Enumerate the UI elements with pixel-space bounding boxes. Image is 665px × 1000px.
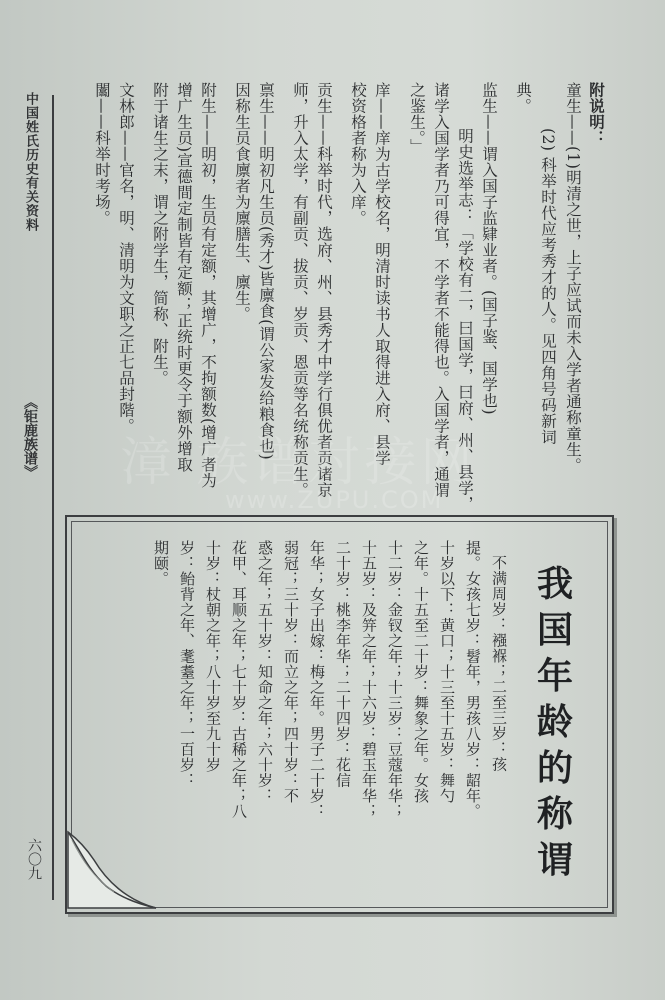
note-column: 诸学入国学者乃可得宜，不学者不能得也。入国学者，通谓	[432, 82, 450, 498]
running-title: 中国姓氏历史有关资料	[23, 92, 38, 232]
box-column: 期颐。	[152, 540, 170, 587]
box-column: 十岁以下：黄口；十三至十五岁：舞勺	[438, 540, 456, 804]
box-column: 之年。十五至二十岁：舞象之年。女孩	[412, 540, 430, 804]
note-column: 校资格者称为入庠。	[349, 82, 367, 226]
note-column: 师，升入太学，有副贡、拔贡、岁贡、恩贡等名统称贡生。	[291, 82, 309, 498]
book-title: 《钜鹿族谱》	[22, 395, 38, 479]
box-column: 不满周岁：襁褓；二至三岁：孩	[490, 555, 508, 772]
note-column: 增广生员)宣德間定制皆有定额；正统时更令于额外增取	[175, 82, 193, 473]
box-title-char: 龄	[536, 702, 573, 743]
note-column: 明史选举志：「学校有二，曰国学，曰府、州、县学，	[456, 128, 474, 512]
box-title-char: 国	[536, 610, 573, 651]
note-column: 贡生——科举时代，选府、州、县秀才中学行俱优者贡诸京	[315, 82, 333, 498]
box-column: 弱冠；三十岁：而立之年；四十岁：不	[282, 540, 300, 804]
watermark-url: www.ZUPU.COM	[225, 486, 444, 514]
note-column: 童生——(1)明清之世，上子应试而未入学者通称童生。	[564, 82, 582, 474]
box-column: 岁：鲐背之年、耄耋之年；一百岁：	[178, 540, 196, 788]
box-column: 年华；女子出嫁：梅之年。男子二十岁：	[308, 540, 326, 819]
box-column: 花甲、耳顺之年；七十岁：古稀之年；八	[230, 540, 248, 819]
note-column: 庠——庠为古学校名，明清时读书人取得进入府、县学	[373, 82, 391, 466]
note-column: 典。	[514, 82, 532, 114]
note-column: 附生——明初，生员有定额，其增广，不拘额数(增广者为	[199, 82, 217, 489]
box-column: 十岁：杖朝之年；八十岁至九十岁	[204, 540, 222, 773]
box-title-char: 的	[536, 748, 573, 789]
page-curl-icon	[66, 830, 158, 910]
box-title-char: 我	[536, 564, 573, 605]
box-column: 提。女孩七岁：髫年，男孩八岁：龆年。	[464, 540, 482, 819]
note-column: 因称生员食廪者为廪膳生、廪生。	[233, 82, 251, 322]
box-column: 十五岁：及笄之年；十六岁：碧玉年华；	[360, 540, 378, 819]
note-column: 附于诸生之末，谓之附学生，简称、附生。	[151, 82, 169, 386]
margin-rule	[52, 95, 54, 900]
box-column: 十二岁：金钗之年；十三岁：豆蔻年华；	[386, 540, 404, 819]
note-column: 禀生——明初凡生员(秀才)皆廪食(谓公家发给粮食也)	[257, 82, 275, 461]
page-number: 六〇九	[26, 838, 42, 880]
box-column: 二十岁：桃李年华；二十四岁：花信	[334, 540, 352, 788]
box-title-char: 年	[536, 656, 573, 697]
box-title-char: 谓	[536, 840, 573, 881]
box-column: 惑之年；五十岁：知命之年；六十岁：	[256, 540, 274, 804]
notes-heading: 附说明：	[587, 82, 605, 146]
watermark-text: 漳 族谱对接网	[120, 433, 477, 493]
note-column: 文林郎——官名，明、清明为文职之正七品封階。	[117, 82, 135, 434]
note-column: 之鉴生。」	[408, 82, 426, 155]
note-column: (2) 科举时代应考秀才的人。见四角号码新词	[539, 128, 557, 445]
note-column: 监生——谓入国子监肄业者。(国子鉴、国学也)	[480, 82, 498, 416]
note-column: 闟——科举时考场。	[93, 82, 111, 226]
box-title-char: 称	[536, 794, 573, 835]
